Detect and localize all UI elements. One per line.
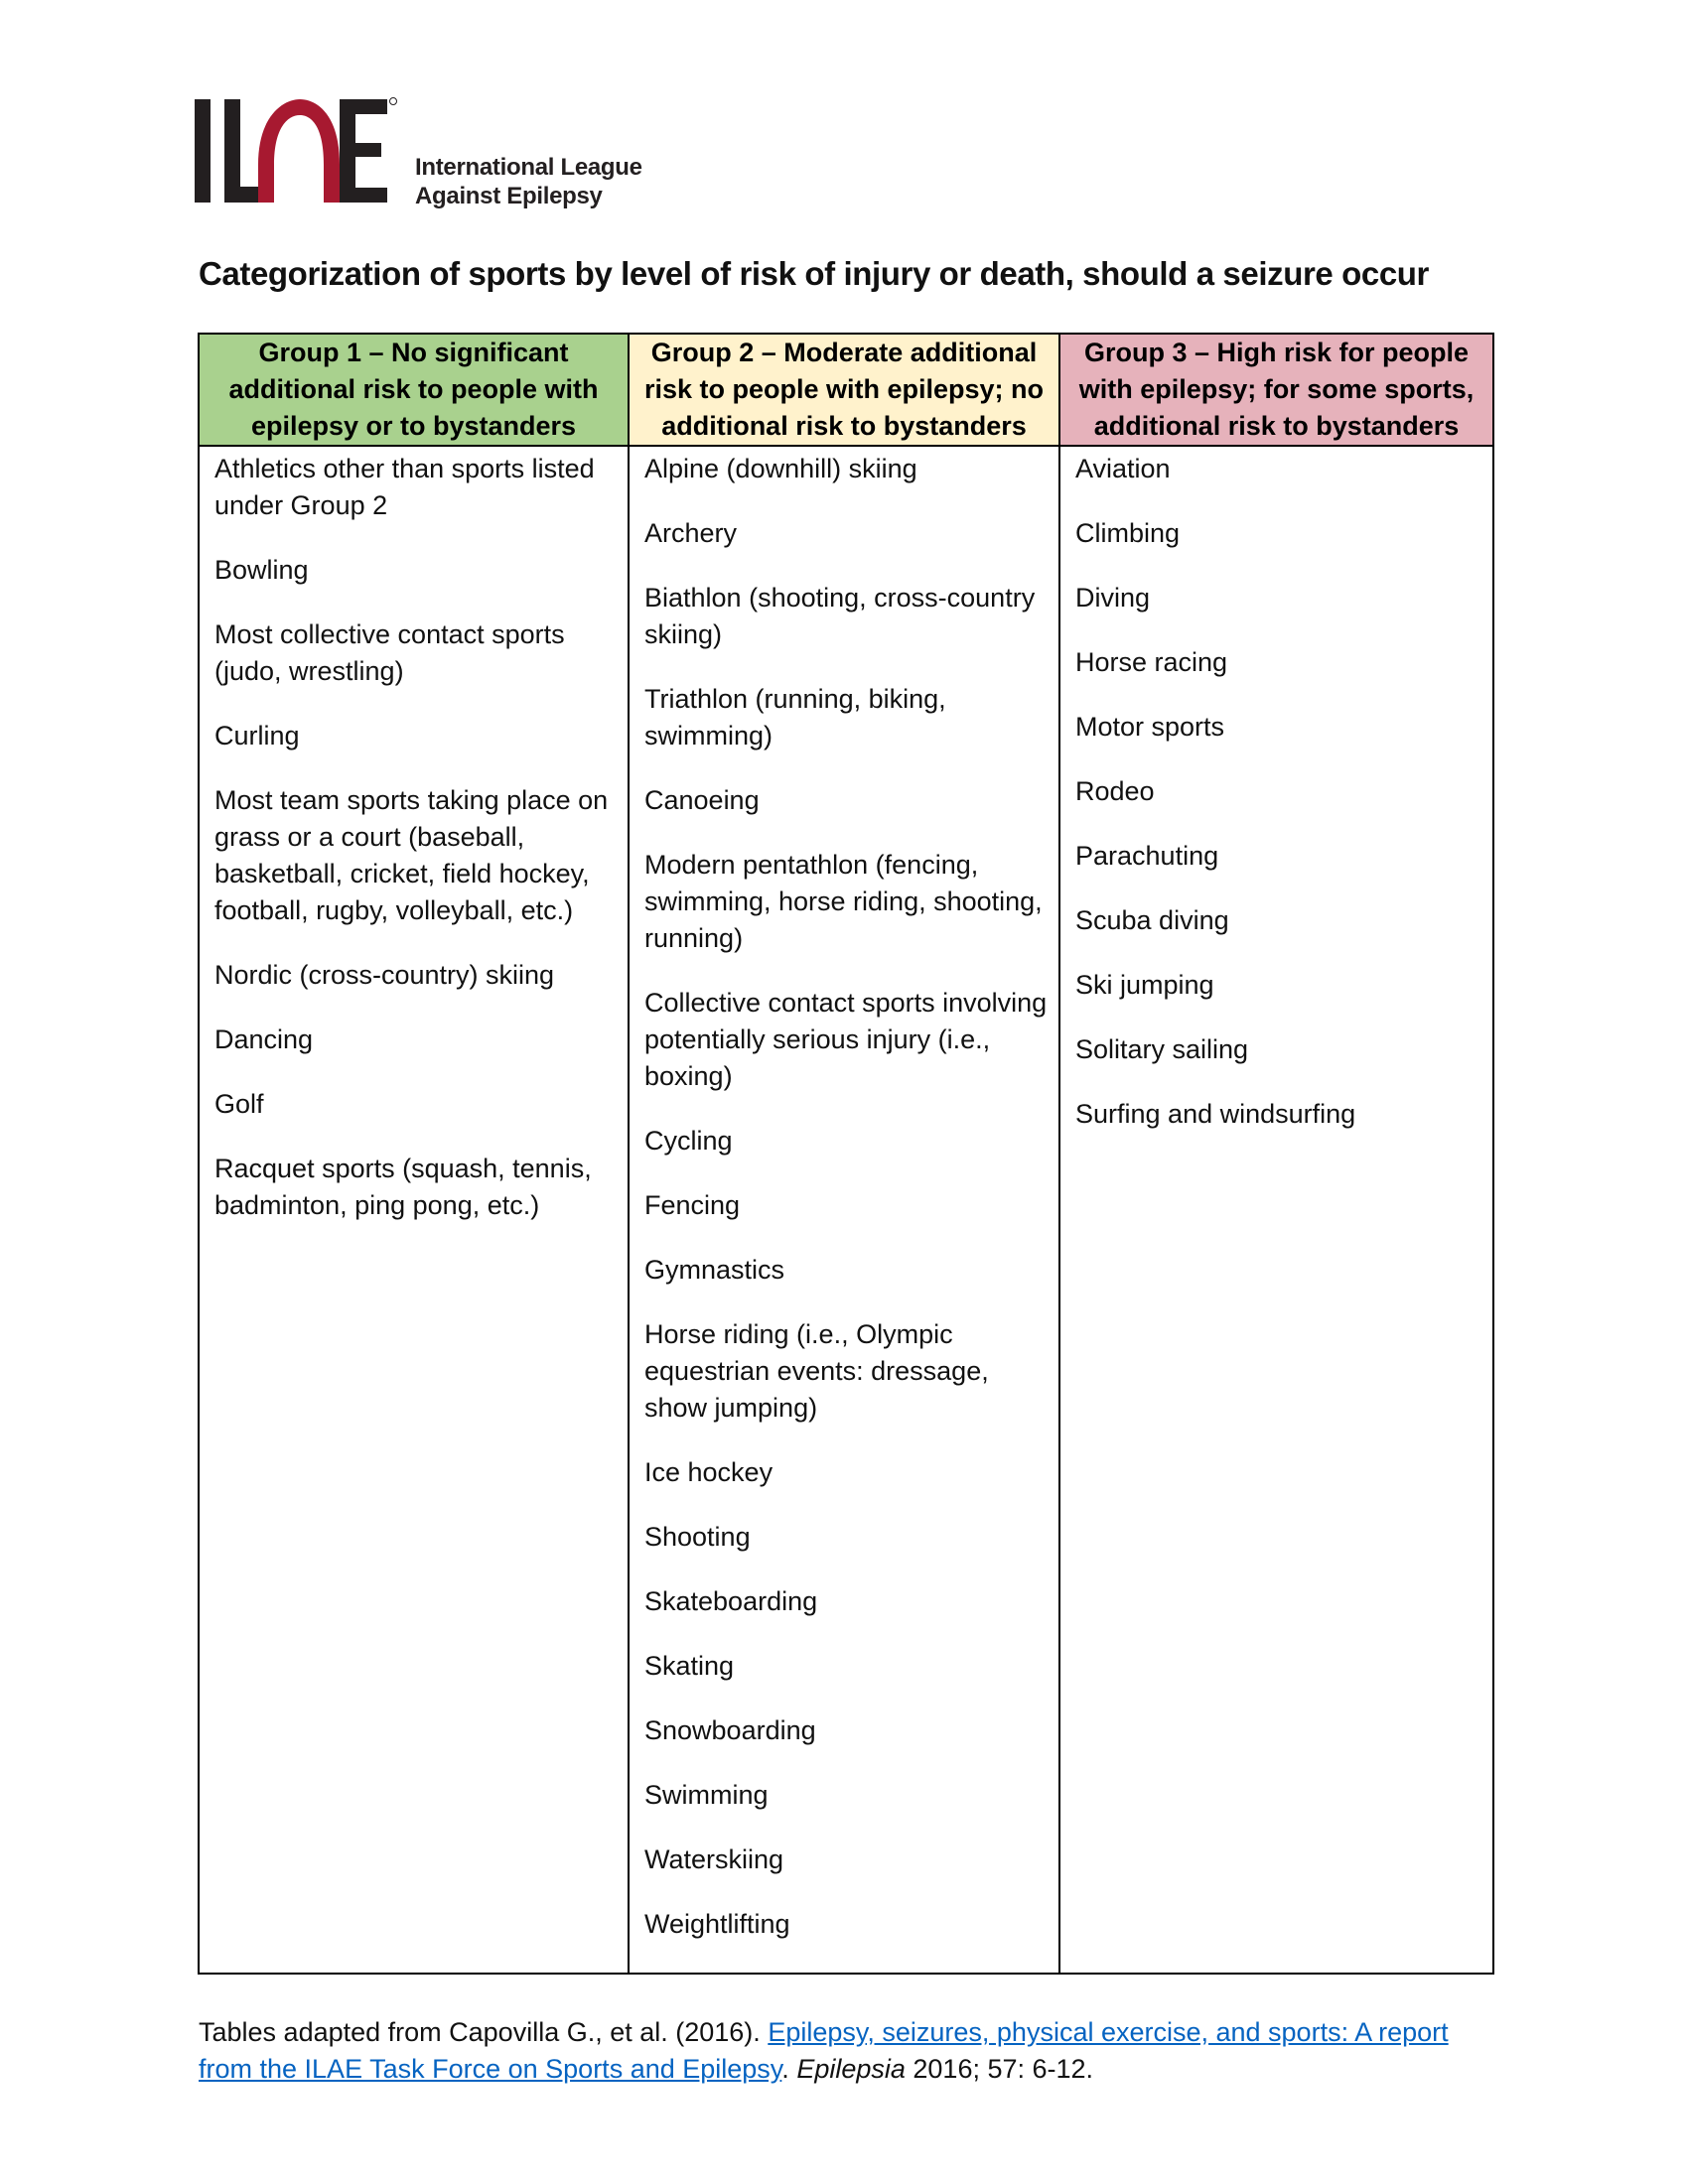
group3-list [1060, 447, 1492, 1133]
citation-details: 2016; 57: 6-12. [905, 2054, 1094, 2084]
list-item: Ice hockey [644, 1457, 774, 1487]
table-header-row [199, 334, 1493, 446]
list-item: Gymnastics [644, 1255, 785, 1285]
logo-letter-a-arc [258, 99, 340, 203]
list-item: Scuba diving [1075, 905, 1229, 935]
logo-letter-e-middle [340, 143, 381, 157]
group2-list [630, 447, 1058, 1943]
ilae-logo-mark [195, 95, 398, 206]
list-item: Most collective contact sports (judo, wrestling) [214, 619, 565, 686]
table-body-row [199, 446, 1493, 1974]
list-item: Climbing [1075, 518, 1181, 548]
list-item: Diving [1075, 583, 1151, 613]
list-item: Aviation [1075, 454, 1171, 483]
list-item: Swimming [644, 1780, 769, 1810]
list-item: Skating [644, 1651, 735, 1681]
list-item: Horse racing [1075, 647, 1228, 677]
journal-name: Epilepsia [796, 2054, 906, 2084]
logo-line-1: International League [415, 154, 642, 181]
list-item: Bowling [214, 555, 309, 585]
list-item: Surfing and windsurfing [1075, 1099, 1356, 1129]
list-item: Athletics other than sports listed under Group 2 [214, 454, 595, 520]
logo-letter-i [195, 99, 211, 203]
list-item: Waterskiing [644, 1844, 784, 1874]
list-item: Canoeing [644, 785, 760, 815]
list-item: Snowboarding [644, 1715, 816, 1745]
sports-risk-table [198, 333, 1494, 1975]
list-item: Skateboarding [644, 1586, 818, 1616]
list-item: Racquet sports (squash, tennis, badminton, ping pong, etc.) [214, 1154, 592, 1220]
list-item: Curling [214, 721, 300, 751]
source-citation [199, 2014, 1509, 2088]
list-item: Solitary sailing [1075, 1034, 1249, 1064]
logo-wordmark [415, 153, 642, 210]
citation-prefix: Tables adapted from Capovilla G., et al. (2016). [199, 2017, 769, 2047]
logo-letter-e-top [340, 99, 387, 114]
list-item: Most team sports taking place on grass or a court (baseball, basketball, cricket, field hockey, football, rugby, volleyball, etc.) [214, 785, 609, 925]
citation-separator: . [781, 2054, 797, 2084]
page-title: Categorization of sports by level of risk of injury or death, should a seizure occur [199, 255, 1429, 292]
group1-column [199, 446, 629, 1974]
group3-header: Group 3 – High risk for people with epilepsy; for some sports, additional risk to bystanders [1059, 334, 1493, 446]
ilae-logo [195, 95, 642, 212]
list-item: Triathlon (running, biking, swimming) [644, 684, 946, 751]
list-item: Parachuting [1075, 841, 1219, 871]
list-item: Ski jumping [1075, 970, 1214, 1000]
list-item: Golf [214, 1089, 264, 1119]
group2-header: Group 2 – Moderate additional risk to people with epilepsy; no additional risk to bystanders [629, 334, 1059, 446]
logo-line-2: Against Epilepsy [415, 183, 603, 209]
list-item: Weightlifting [644, 1909, 790, 1939]
list-item: Collective contact sports involving potentially serious injury (i.e., boxing) [644, 988, 1048, 1091]
group1-list [200, 447, 628, 1224]
list-item: Dancing [214, 1024, 314, 1054]
list-item: Shooting [644, 1522, 751, 1552]
list-item: Alpine (downhill) skiing [644, 454, 917, 483]
registered-mark-icon [390, 98, 397, 105]
list-item: Motor sports [1075, 712, 1225, 742]
group2-column [629, 446, 1059, 1974]
list-item: Cycling [644, 1126, 733, 1156]
group3-column [1059, 446, 1493, 1974]
logo-letter-e-bottom [340, 188, 387, 203]
list-item: Biathlon (shooting, cross-country skiing) [644, 583, 1036, 649]
group1-header: Group 1 – No significant additional risk to people with epilepsy or to bystanders [199, 334, 629, 446]
list-item: Rodeo [1075, 776, 1155, 806]
list-item: Horse riding (i.e., Olympic equestrian events: dressage, show jumping) [644, 1319, 989, 1423]
list-item: Fencing [644, 1190, 741, 1220]
list-item: Archery [644, 518, 738, 548]
list-item: Modern pentathlon (fencing, swimming, horse riding, shooting, running) [644, 850, 1043, 953]
list-item: Nordic (cross-country) skiing [214, 960, 555, 990]
report-link[interactable]: Epilepsy, seizures, physical exercise, and sports: A report from the ILAE Task Force on Sports and Epilepsy [199, 2017, 1449, 2084]
